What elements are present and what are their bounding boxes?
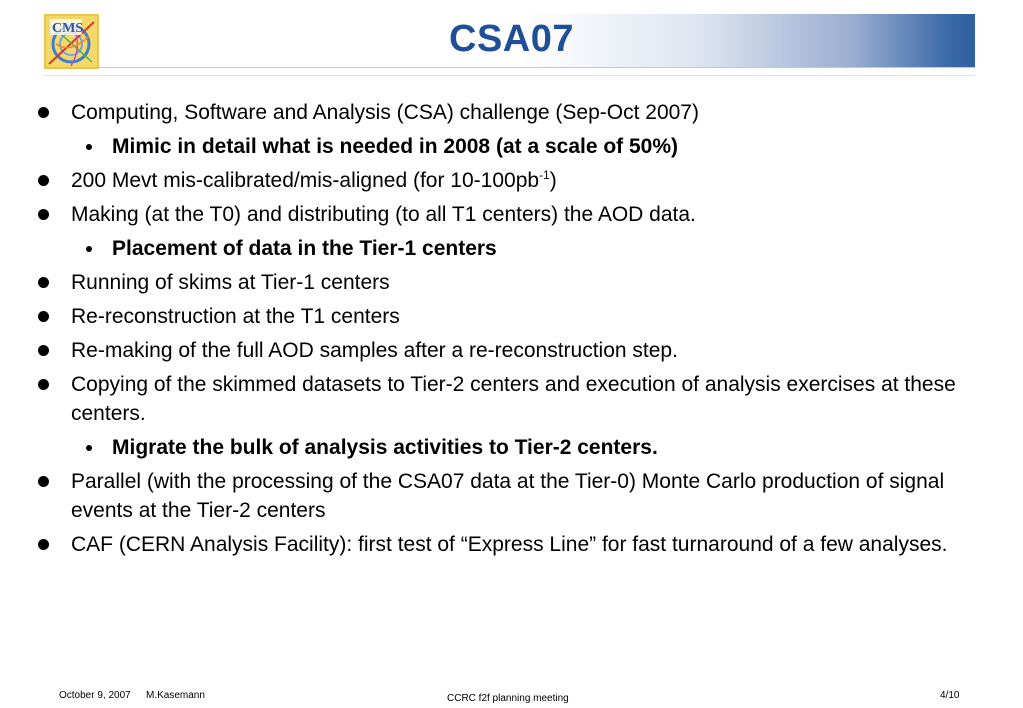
bullet-text: Computing, Software and Analysis (CSA) challenge (Sep-Oct 2007)	[71, 101, 699, 124]
bullet-suffix: )	[549, 169, 557, 192]
bullet-text: Placement of data in the Tier-1 centers	[112, 237, 497, 260]
footer-author: M.Kasemann	[146, 690, 205, 701]
bullet-text: Making (at the T0) and distributing (to all T1 centers) the AOD data.	[71, 203, 696, 226]
bullet-dot-icon	[38, 345, 49, 356]
bullet-dot-icon	[38, 107, 49, 118]
sub-bullet-item	[0, 234, 972, 263]
bullet-dot-icon	[38, 476, 49, 487]
bullet-item	[0, 98, 991, 127]
bullet-text: Mimic in detail what is needed in 2008 (at a scale of 50%)	[112, 135, 679, 158]
bullet-dot-icon	[38, 379, 49, 390]
bullet-item	[0, 370, 991, 428]
bullet-text: Running of skims at Tier-1 centers	[71, 271, 390, 294]
bullet-text: Migrate the bulk of analysis activities to Tier-2 centers.	[112, 436, 658, 459]
bullet-item	[0, 302, 991, 331]
bullet-dot-icon	[86, 445, 92, 451]
bullet-dot-icon	[38, 311, 49, 322]
bullet-list	[0, 98, 1023, 564]
bullet-item	[0, 530, 991, 559]
footer-date: October 9, 2007	[59, 690, 131, 701]
bullet-dot-icon	[38, 209, 49, 220]
header-divider-secondary	[44, 75, 975, 76]
bullet-text: Parallel (with the processing of the CSA07 data at the Tier-0) Monte Carlo production of signal events at the Tier-2 centers	[71, 470, 945, 522]
footer-meeting: CCRC f2f planning meeting	[447, 693, 569, 704]
bullet-item	[0, 268, 991, 297]
bullet-dot-icon	[86, 144, 92, 150]
bullet-item	[0, 467, 991, 525]
sub-bullet-item	[0, 132, 972, 161]
cms-logo-text: CMS	[52, 21, 84, 36]
bullet-item	[0, 200, 991, 229]
slide-title: CSA07	[449, 18, 574, 60]
bullet-item	[0, 336, 991, 365]
header-divider	[44, 67, 975, 68]
bullet-text: Re-making of the full AOD samples after a re-reconstruction step.	[71, 339, 678, 362]
bullet-dot-icon	[38, 539, 49, 550]
bullet-text: 200 Mevt mis-calibrated/mis-aligned (for 10-100pb	[71, 169, 540, 192]
bullet-text: Copying of the skimmed datasets to Tier-2 centers and execution of analysis exercises at these centers.	[71, 373, 956, 425]
bullet-item	[0, 166, 991, 195]
bullet-superscript: -1	[539, 168, 550, 182]
sub-bullet-item	[0, 433, 972, 462]
bullet-dot-icon	[38, 277, 49, 288]
bullet-dot-icon	[38, 175, 49, 186]
footer-page-number: 4/10	[940, 690, 960, 701]
bullet-dot-icon	[86, 246, 92, 252]
bullet-text: Re-reconstruction at the T1 centers	[71, 305, 400, 328]
bullet-text: CAF (CERN Analysis Facility): first test of “Express Line” for fast turnaround of a few analyses.	[71, 533, 948, 556]
